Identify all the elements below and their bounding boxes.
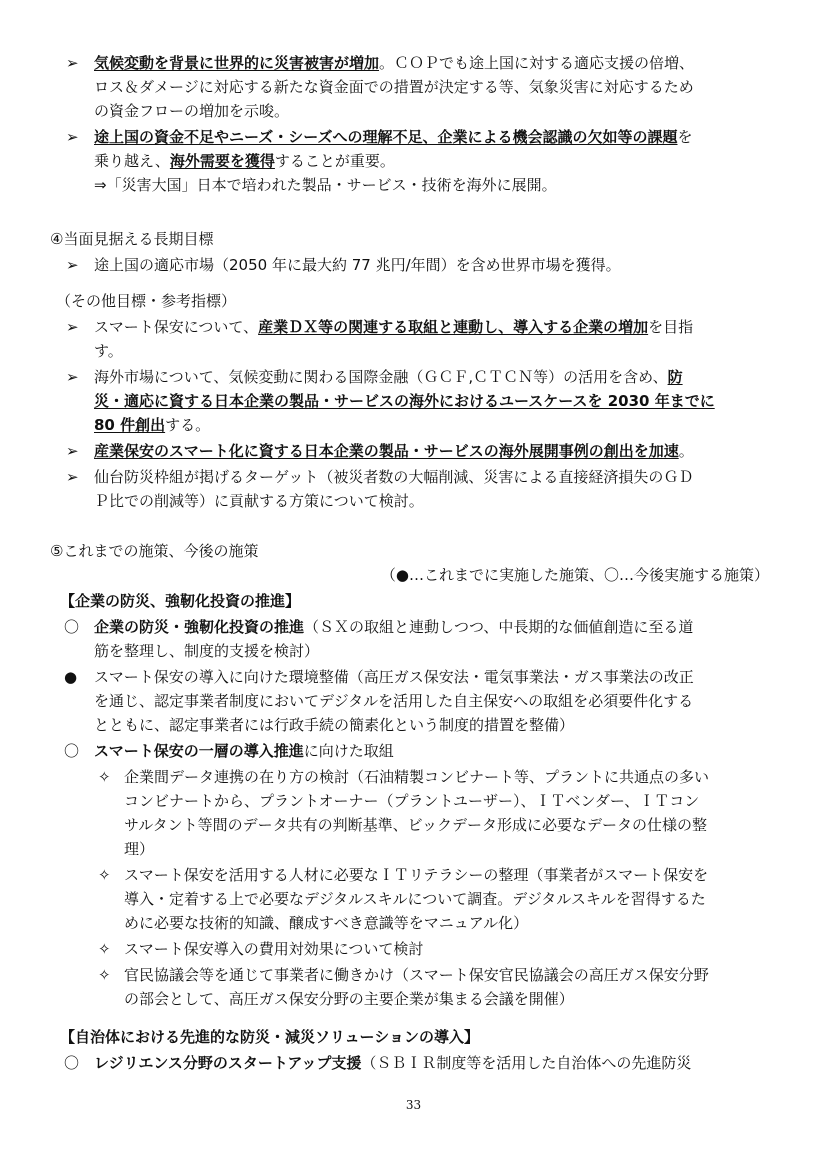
open-circle-marker: 〇 xyxy=(64,742,80,760)
text-line: スマート保安の一層の導入推進に向けた取組 xyxy=(94,742,394,760)
bullet-arrow: ➢ xyxy=(66,442,79,460)
text-line: めに必要な技術的知識、醸成すべき意識等をマニュアル化） xyxy=(124,914,529,932)
text-line: 仙台防災枠組が掲げるターゲット（被災者数の大幅削減、災害による直接経済損失のＧＤ xyxy=(94,468,694,486)
text-line: 企業間データ連携の在り方の検討（石油精製コンビナート等、プラントに共通点の多い xyxy=(124,768,710,786)
diamond-marker: ✧ xyxy=(98,940,111,958)
text-line: 導入・定着する上で必要なデジタルスキルについて調査。デジタルスキルを習得するた xyxy=(124,890,706,908)
open-circle-marker: 〇 xyxy=(64,618,80,636)
bullet-arrow: ➢ xyxy=(66,256,79,274)
text-line: コンビナートから、プラントオーナー（プラントユーザー）、ＩＴベンダー、ＩＴコン xyxy=(124,792,700,810)
text-line: とともに、認定事業者には行政手続の簡素化という制度的措置を整備） xyxy=(94,716,575,734)
text-line: 企業の防災・強靭化投資の推進（ＳＸの取組と連動しつつ、中長期的な価値創造に至る道 xyxy=(94,618,694,636)
text-line: 筋を整理し、制度的支援を検討） xyxy=(94,642,320,660)
text-line: スマート保安導入の費用対効果について検討 xyxy=(124,940,424,958)
emphasis-text: レジリエンス分野のスタートアップ支援 xyxy=(94,1054,362,1072)
text-line: 気候変動を背景に世界的に災害被害が増加。ＣＯＰでも途上国に対する適応支援の倍増、 xyxy=(94,54,695,72)
text-line: 官民協議会等を通じて事業者に働きかけ（スマート保安官民協議会の高圧ガス保安分野 xyxy=(124,966,709,984)
text-line: 乗り越え、海外需要を獲得することが重要。 xyxy=(94,152,395,170)
text-line: 産業保安のスマート化に資する日本企業の製品・サービスの海外展開事例の創出を加速。 xyxy=(94,442,694,460)
category-heading: 【企業の防災、強靭化投資の推進】 xyxy=(60,592,301,610)
text-line: ⇒「災害大国」日本で培われた製品・サービス・技術を海外に展開。 xyxy=(94,176,557,194)
bullet-arrow: ➢ xyxy=(66,468,79,486)
bullet-arrow: ➢ xyxy=(66,54,79,72)
diamond-marker: ✧ xyxy=(98,768,111,786)
filled-circle-marker: ● xyxy=(64,668,78,686)
text-line: す。 xyxy=(94,342,123,360)
section-heading: ④当面見据える長期目標 xyxy=(50,230,214,248)
text-line: スマート保安を活用する人材に必要なＩＴリテラシーの整理（事業者がスマート保安を xyxy=(124,866,709,884)
legend-text: （●…これまでに実施した施策、〇…今後実施する施策） xyxy=(380,566,769,584)
text-line: 海外市場について、気候変動に関わる国際金融（ＧＣＦ,ＣＴＣＮ等）の活用を含め、防 xyxy=(94,368,683,386)
emphasis-text: 気候変動を背景に世界的に災害被害が増加 xyxy=(94,54,380,72)
bullet-arrow: ➢ xyxy=(66,318,79,336)
emphasis-text: 海外需要を獲得 xyxy=(169,152,275,170)
text-line: Ｐ比での削減等）に貢献する方策について検討。 xyxy=(94,492,424,510)
text-line: ロス＆ダメージに対応する新たな資金面での措置が決定する等、気象災害に対応するため xyxy=(94,78,694,96)
emphasis-text: 途上国の資金不足やニーズ・シーズへの理解不足、企業による機会認識の欠如等の課題 xyxy=(94,128,678,146)
text-line: の資金フローの増加を示唆。 xyxy=(94,102,290,120)
bullet-arrow: ➢ xyxy=(66,368,79,386)
emphasis-text: 産業保安のスマート化に資する日本企業の製品・サービスの海外展開事例の創出を加速 xyxy=(94,442,679,460)
text-line: レジリエンス分野のスタートアップ支援（ＳＢＩＲ制度等を活用した自治体への先進防災 xyxy=(94,1054,692,1072)
text-line: を通じ、認定事業者制度においてデジタルを活用した自主保安への取組を必須要件化する xyxy=(94,692,694,710)
emphasis-text: 企業の防災・強靭化投資の推進 xyxy=(94,618,305,636)
emphasis-text: 防 xyxy=(667,368,683,386)
text-line: 80 件創出する。 xyxy=(94,416,211,434)
text-line: スマート保安の導入に向けた環境整備（高圧ガス保安法・電気事業法・ガス事業法の改正 xyxy=(94,668,694,686)
emphasis-text: スマート保安の一層の導入推進 xyxy=(94,742,304,760)
bullet-arrow: ➢ xyxy=(66,128,79,146)
text-line: サルタント等間のデータ共有の判断基準、ビックデータ形成に必要なデータの仕様の整 xyxy=(124,816,708,834)
emphasis-text: 産業ＤＸ等の関連する取組と連動し、導入する企業の増加 xyxy=(258,318,649,336)
emphasis-text: 80 件創出 xyxy=(94,416,166,434)
emphasis-text: 災・適応に資する日本企業の製品・サービスの海外におけるユースケースを 2030 年までに xyxy=(94,392,715,410)
text-line: 理） xyxy=(124,840,155,858)
page-number: 33 xyxy=(405,1098,422,1112)
diamond-marker: ✧ xyxy=(98,866,111,884)
text-line: の部会として、高圧ガス保安分野の主要企業が集まる会議を開催） xyxy=(124,990,574,1008)
diamond-marker: ✧ xyxy=(98,966,111,984)
section-heading: ⑤これまでの施策、今後の施策 xyxy=(50,542,259,560)
text-line: 途上国の適応市場（2050 年に最大約 77 兆円/年間）を含め世界市場を獲得。 xyxy=(94,256,621,274)
text-line: スマート保安について、産業ＤＸ等の関連する取組と連動し、導入する企業の増加を目指 xyxy=(94,318,694,336)
open-circle-marker: 〇 xyxy=(64,1054,80,1072)
text-line: 途上国の資金不足やニーズ・シーズへの理解不足、企業による機会認識の欠如等の課題を xyxy=(94,128,693,146)
sub-heading: （その他目標・参考指標） xyxy=(56,292,237,310)
category-heading: 【自治体における先進的な防災・減災ソリューションの導入】 xyxy=(60,1028,479,1046)
